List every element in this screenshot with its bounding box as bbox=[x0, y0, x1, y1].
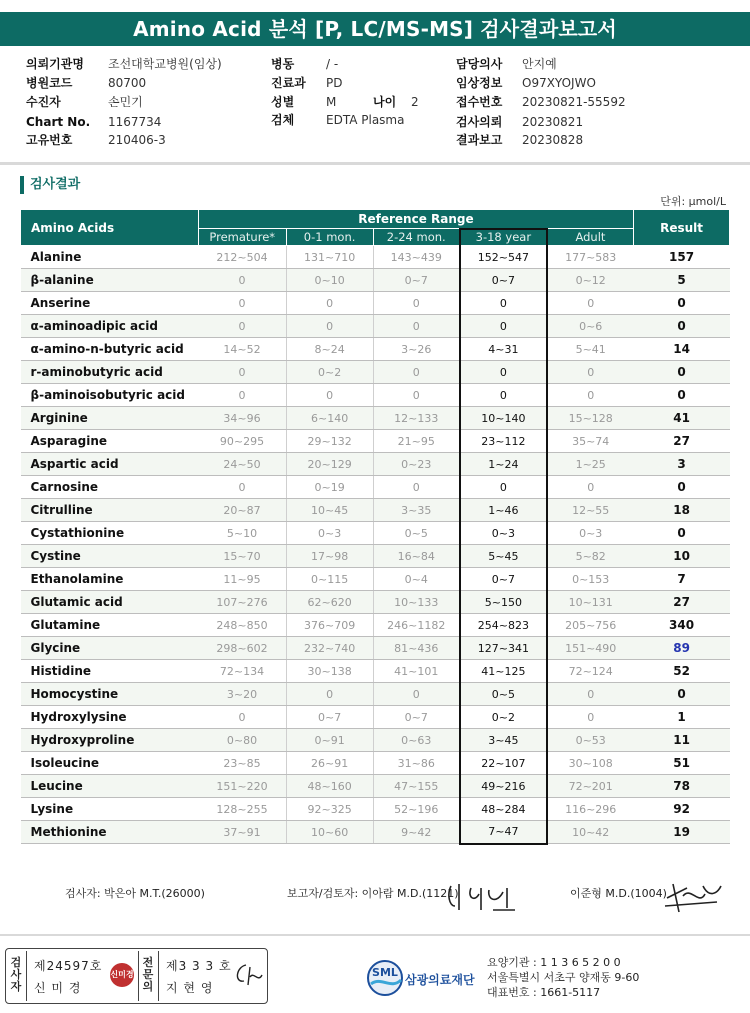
tester-license-no: 제24597호 bbox=[34, 959, 103, 973]
reference-range-cell: 72~134 bbox=[198, 660, 286, 683]
amino-acid-name: Cystine bbox=[21, 545, 199, 568]
amino-acid-name: Ethanolamine bbox=[21, 568, 199, 591]
reference-range-cell: 0 bbox=[373, 292, 460, 315]
table-row bbox=[21, 269, 730, 292]
results-body bbox=[21, 246, 730, 844]
reference-range-cell: 31~86 bbox=[373, 752, 460, 775]
patient-info bbox=[26, 55, 726, 153]
reference-range-cell: 30~108 bbox=[547, 752, 634, 775]
reference-range-cell: 0~115 bbox=[286, 568, 373, 591]
table-row bbox=[21, 453, 730, 476]
header-3-18-year: 3-18 year bbox=[460, 229, 547, 246]
result-value: 19 bbox=[634, 821, 730, 844]
reference-range-cell: 41~125 bbox=[460, 660, 547, 683]
divider bbox=[0, 162, 750, 165]
reference-range-cell: 10~60 bbox=[286, 821, 373, 844]
reference-range-cell: 0 bbox=[286, 292, 373, 315]
result-value: 5 bbox=[634, 269, 730, 292]
reference-range-cell: 23~85 bbox=[198, 752, 286, 775]
reference-range-cell: 1~24 bbox=[460, 453, 547, 476]
result-value: 0 bbox=[634, 522, 730, 545]
info-value: / - bbox=[326, 57, 339, 71]
table-row bbox=[21, 522, 730, 545]
result-value: 89 bbox=[634, 637, 730, 660]
reference-range-cell: 0~63 bbox=[373, 729, 460, 752]
amino-acid-name: Hydroxyproline bbox=[21, 729, 199, 752]
reference-range-cell: 127~341 bbox=[460, 637, 547, 660]
reference-range-cell: 376~709 bbox=[286, 614, 373, 637]
reporter-signature-icon bbox=[445, 880, 525, 916]
reference-range-cell: 0~4 bbox=[373, 568, 460, 591]
table-row bbox=[21, 430, 730, 453]
result-value: 7 bbox=[634, 568, 730, 591]
reference-range-cell: 0 bbox=[460, 384, 547, 407]
amino-acid-name: Homocystine bbox=[21, 683, 199, 706]
reference-range-cell: 0~3 bbox=[460, 522, 547, 545]
reference-range-cell: 11~95 bbox=[198, 568, 286, 591]
section-title: 검사결과 bbox=[20, 176, 80, 194]
amino-acid-name: Alanine bbox=[21, 246, 199, 269]
result-value: 51 bbox=[634, 752, 730, 775]
reference-range-cell: 0~3 bbox=[547, 522, 634, 545]
reference-range-cell: 14~52 bbox=[198, 338, 286, 361]
reference-range-cell: 0 bbox=[198, 361, 286, 384]
reference-range-cell: 5~150 bbox=[460, 591, 547, 614]
info-value: 80700 bbox=[108, 76, 147, 90]
reference-range-cell: 248~850 bbox=[198, 614, 286, 637]
info-label: 진료과 bbox=[271, 76, 306, 90]
reference-range-cell: 10~42 bbox=[547, 821, 634, 844]
reviewer-name: 이준형 M.D.(1004) bbox=[570, 887, 667, 900]
reference-range-cell: 107~276 bbox=[198, 591, 286, 614]
reference-range-cell: 0~23 bbox=[373, 453, 460, 476]
reference-range-cell: 131~710 bbox=[286, 246, 373, 269]
result-value: 0 bbox=[634, 292, 730, 315]
tester-license-name: 신 미 경 bbox=[34, 981, 82, 995]
reference-range-cell: 1~25 bbox=[547, 453, 634, 476]
reference-range-cell: 5~45 bbox=[460, 545, 547, 568]
reference-range-cell: 0~10 bbox=[286, 269, 373, 292]
reference-range-cell: 0~2 bbox=[286, 361, 373, 384]
table-row bbox=[21, 775, 730, 798]
reference-range-cell: 0 bbox=[547, 683, 634, 706]
reference-range-cell: 0 bbox=[460, 292, 547, 315]
info-label: 임상정보 bbox=[456, 76, 503, 90]
amino-acid-name: Glycine bbox=[21, 637, 199, 660]
header-amino-acids: Amino Acids bbox=[21, 210, 199, 246]
table-row bbox=[21, 407, 730, 430]
tester-seal-icon: 신미경 bbox=[110, 963, 134, 987]
reference-range-cell: 3~20 bbox=[198, 683, 286, 706]
reference-range-cell: 143~439 bbox=[373, 246, 460, 269]
reference-range-cell: 24~50 bbox=[198, 453, 286, 476]
tester-name: 검사자: 박은아 M.T.(26000) bbox=[65, 887, 205, 900]
reference-range-cell: 0~53 bbox=[547, 729, 634, 752]
reference-range-cell: 4~31 bbox=[460, 338, 547, 361]
header-adult: Adult bbox=[547, 229, 634, 246]
reference-range-cell: 16~84 bbox=[373, 545, 460, 568]
reference-range-cell: 12~133 bbox=[373, 407, 460, 430]
header-premature: Premature* bbox=[198, 229, 286, 246]
divider bbox=[138, 951, 139, 1001]
result-value: 0 bbox=[634, 476, 730, 499]
org-name: 삼광의료재단 bbox=[405, 973, 475, 987]
reference-range-cell: 41~101 bbox=[373, 660, 460, 683]
table-row bbox=[21, 821, 730, 844]
result-value: 18 bbox=[634, 499, 730, 522]
reference-range-cell: 0~7 bbox=[286, 706, 373, 729]
label-tester: 검사자 bbox=[10, 956, 22, 993]
amino-acid-name: Arginine bbox=[21, 407, 199, 430]
reference-range-cell: 5~82 bbox=[547, 545, 634, 568]
reference-range-cell: 151~220 bbox=[198, 775, 286, 798]
amino-acid-name: β-aminoisobutyric acid bbox=[21, 384, 199, 407]
result-value: 340 bbox=[634, 614, 730, 637]
info-label-age: 나이 bbox=[373, 95, 397, 109]
certification-box bbox=[5, 948, 268, 1004]
reference-range-cell: 0 bbox=[198, 269, 286, 292]
amino-acid-name: α-aminoadipic acid bbox=[21, 315, 199, 338]
reference-range-cell: 0~91 bbox=[286, 729, 373, 752]
info-label: 검사의뢰 bbox=[456, 115, 503, 129]
divider bbox=[158, 951, 159, 1001]
reference-range-cell: 15~70 bbox=[198, 545, 286, 568]
reference-range-cell: 10~140 bbox=[460, 407, 547, 430]
reference-range-cell: 20~129 bbox=[286, 453, 373, 476]
company-line: 요양기관 : 1 1 3 6 5 2 0 0 bbox=[487, 956, 621, 969]
info-value: 20230821-55592 bbox=[522, 95, 626, 109]
reference-range-cell: 23~112 bbox=[460, 430, 547, 453]
brand-text: SML bbox=[372, 966, 398, 979]
result-value: 10 bbox=[634, 545, 730, 568]
table-row bbox=[21, 637, 730, 660]
reference-range-cell: 116~296 bbox=[547, 798, 634, 821]
result-value: 0 bbox=[634, 315, 730, 338]
amino-acid-name: Methionine bbox=[21, 821, 199, 844]
reference-range-cell: 15~128 bbox=[547, 407, 634, 430]
reference-range-cell: 5~41 bbox=[547, 338, 634, 361]
info-label: 담당의사 bbox=[456, 57, 503, 71]
reference-range-cell: 205~756 bbox=[547, 614, 634, 637]
reference-range-cell: 0 bbox=[547, 361, 634, 384]
amino-acid-name: Lysine bbox=[21, 798, 199, 821]
divider bbox=[0, 934, 750, 936]
reference-range-cell: 72~201 bbox=[547, 775, 634, 798]
company-info bbox=[487, 955, 639, 1000]
table-row bbox=[21, 798, 730, 821]
amino-acid-name: Glutamic acid bbox=[21, 591, 199, 614]
table-row bbox=[21, 246, 730, 269]
reference-range-cell: 1~46 bbox=[460, 499, 547, 522]
reference-range-cell: 7~47 bbox=[460, 821, 547, 844]
reference-range-cell: 20~87 bbox=[198, 499, 286, 522]
divider bbox=[26, 951, 27, 1001]
reference-range-cell: 0 bbox=[286, 315, 373, 338]
reference-range-cell: 34~96 bbox=[198, 407, 286, 430]
reference-range-cell: 0~2 bbox=[460, 706, 547, 729]
reference-range-cell: 298~602 bbox=[198, 637, 286, 660]
reference-range-cell: 0 bbox=[373, 315, 460, 338]
info-label: 접수번호 bbox=[456, 95, 503, 109]
reference-range-cell: 9~42 bbox=[373, 821, 460, 844]
reference-range-cell: 90~295 bbox=[198, 430, 286, 453]
reference-range-cell: 17~98 bbox=[286, 545, 373, 568]
info-label: Chart No. bbox=[26, 115, 91, 129]
results-table bbox=[20, 209, 730, 845]
reference-range-cell: 0 bbox=[547, 706, 634, 729]
reference-range-cell: 0 bbox=[198, 476, 286, 499]
reference-range-cell: 5~10 bbox=[198, 522, 286, 545]
info-label: 고유번호 bbox=[26, 133, 73, 147]
reference-range-cell: 0~3 bbox=[286, 522, 373, 545]
reference-range-cell: 48~284 bbox=[460, 798, 547, 821]
result-value: 92 bbox=[634, 798, 730, 821]
specialist-license-no: 제3 3 3 호 bbox=[166, 959, 232, 973]
info-value: 1167734 bbox=[108, 115, 162, 129]
reference-range-cell: 128~255 bbox=[198, 798, 286, 821]
result-value: 78 bbox=[634, 775, 730, 798]
reference-range-cell: 0 bbox=[198, 315, 286, 338]
info-value: 20230821 bbox=[522, 115, 584, 129]
reference-range-cell: 0~19 bbox=[286, 476, 373, 499]
info-label: 병원코드 bbox=[26, 76, 73, 90]
reference-range-cell: 0~7 bbox=[460, 269, 547, 292]
reference-range-cell: 3~26 bbox=[373, 338, 460, 361]
result-value: 11 bbox=[634, 729, 730, 752]
table-row bbox=[21, 683, 730, 706]
reference-range-cell: 12~55 bbox=[547, 499, 634, 522]
info-value: M bbox=[326, 95, 337, 109]
amino-acid-name: Citrulline bbox=[21, 499, 199, 522]
result-value: 3 bbox=[634, 453, 730, 476]
reference-range-cell: 3~45 bbox=[460, 729, 547, 752]
reference-range-cell: 212~504 bbox=[198, 246, 286, 269]
info-label: 검체 bbox=[271, 113, 295, 127]
reference-range-cell: 52~196 bbox=[373, 798, 460, 821]
reference-range-cell: 232~740 bbox=[286, 637, 373, 660]
amino-acid-name: Isoleucine bbox=[21, 752, 199, 775]
reference-range-cell: 29~132 bbox=[286, 430, 373, 453]
result-value: 0 bbox=[634, 683, 730, 706]
reference-range-cell: 8~24 bbox=[286, 338, 373, 361]
info-label: 의뢰기관명 bbox=[26, 57, 84, 71]
table-row bbox=[21, 338, 730, 361]
reference-range-cell: 246~1182 bbox=[373, 614, 460, 637]
amino-acid-name: Anserine bbox=[21, 292, 199, 315]
info-label: 병동 bbox=[271, 57, 295, 71]
info-value: 안지예 bbox=[522, 57, 557, 71]
reference-range-cell: 6~140 bbox=[286, 407, 373, 430]
info-value-age: 2 bbox=[411, 95, 419, 109]
table-row bbox=[21, 568, 730, 591]
reference-range-cell: 26~91 bbox=[286, 752, 373, 775]
table-row bbox=[21, 545, 730, 568]
result-value: 27 bbox=[634, 430, 730, 453]
result-value: 157 bbox=[634, 246, 730, 269]
table-row bbox=[21, 384, 730, 407]
table-row bbox=[21, 729, 730, 752]
reference-range-cell: 0 bbox=[373, 683, 460, 706]
reference-range-cell: 0~7 bbox=[373, 706, 460, 729]
reference-range-cell: 49~216 bbox=[460, 775, 547, 798]
unit-label: 단위: µmol/L bbox=[660, 195, 726, 208]
table-row bbox=[21, 315, 730, 338]
info-label: 성별 bbox=[271, 95, 295, 109]
company-line: 서울특별시 서초구 양재동 9-60 bbox=[487, 971, 640, 984]
reference-range-cell: 35~74 bbox=[547, 430, 634, 453]
amino-acid-name: Glutamine bbox=[21, 614, 199, 637]
reference-range-cell: 21~95 bbox=[373, 430, 460, 453]
label-specialist: 전문의 bbox=[142, 956, 154, 993]
result-value: 52 bbox=[634, 660, 730, 683]
reference-range-cell: 152~547 bbox=[460, 246, 547, 269]
table-row bbox=[21, 476, 730, 499]
reference-range-cell: 0 bbox=[286, 683, 373, 706]
reference-range-cell: 48~160 bbox=[286, 775, 373, 798]
reference-range-cell: 0 bbox=[373, 476, 460, 499]
reference-range-cell: 254~823 bbox=[460, 614, 547, 637]
header-0-1-mon: 0-1 mon. bbox=[286, 229, 373, 246]
reference-range-cell: 0 bbox=[460, 315, 547, 338]
amino-acid-name: r-aminobutyric acid bbox=[21, 361, 199, 384]
amino-acid-name: Histidine bbox=[21, 660, 199, 683]
result-value: 1 bbox=[634, 706, 730, 729]
header-result: Result bbox=[634, 210, 730, 246]
reference-range-cell: 151~490 bbox=[547, 637, 634, 660]
reference-range-cell: 0 bbox=[547, 384, 634, 407]
reference-range-cell: 10~131 bbox=[547, 591, 634, 614]
reference-range-cell: 47~155 bbox=[373, 775, 460, 798]
reporter-name: 보고자/검토자: 이아람 M.D.(1121) bbox=[287, 887, 459, 900]
amino-acid-name: Cystathionine bbox=[21, 522, 199, 545]
table-row bbox=[21, 752, 730, 775]
reference-range-cell: 0 bbox=[198, 706, 286, 729]
reference-range-cell: 0 bbox=[198, 292, 286, 315]
reference-range-cell: 0 bbox=[373, 361, 460, 384]
reference-range-cell: 10~45 bbox=[286, 499, 373, 522]
info-label: 결과보고 bbox=[456, 133, 503, 147]
table-row bbox=[21, 292, 730, 315]
reviewer-signature-icon bbox=[663, 876, 725, 916]
reference-range-cell: 37~91 bbox=[198, 821, 286, 844]
amino-acid-name: Carnosine bbox=[21, 476, 199, 499]
table-row bbox=[21, 361, 730, 384]
reference-range-cell: 0~12 bbox=[547, 269, 634, 292]
reference-range-cell: 72~124 bbox=[547, 660, 634, 683]
table-row bbox=[21, 499, 730, 522]
amino-acid-name: β-alanine bbox=[21, 269, 199, 292]
result-value: 0 bbox=[634, 384, 730, 407]
reference-range-cell: 0~5 bbox=[373, 522, 460, 545]
reference-range-cell: 0 bbox=[547, 292, 634, 315]
reference-range-cell: 3~35 bbox=[373, 499, 460, 522]
header-reference-range: Reference Range bbox=[198, 210, 633, 229]
result-value: 41 bbox=[634, 407, 730, 430]
table-row bbox=[21, 706, 730, 729]
reference-range-cell: 177~583 bbox=[547, 246, 634, 269]
header-2-24-mon: 2-24 mon. bbox=[373, 229, 460, 246]
reference-range-cell: 0 bbox=[460, 361, 547, 384]
info-value: EDTA Plasma bbox=[326, 113, 405, 127]
reference-range-cell: 30~138 bbox=[286, 660, 373, 683]
report-title: Amino Acid 분석 [P, LC/MS-MS] 검사결과보고서 bbox=[0, 12, 750, 46]
info-value: PD bbox=[326, 76, 343, 90]
amino-acid-name: Leucine bbox=[21, 775, 199, 798]
reference-range-cell: 0 bbox=[547, 476, 634, 499]
result-value: 14 bbox=[634, 338, 730, 361]
reference-range-cell: 0 bbox=[198, 384, 286, 407]
table-row bbox=[21, 660, 730, 683]
info-label: 수진자 bbox=[26, 95, 61, 109]
reference-range-cell: 0 bbox=[460, 476, 547, 499]
reference-range-cell: 0 bbox=[373, 384, 460, 407]
specialist-signature-icon bbox=[232, 961, 264, 989]
amino-acid-name: Asparagine bbox=[21, 430, 199, 453]
amino-acid-name: Hydroxylysine bbox=[21, 706, 199, 729]
reference-range-cell: 0~7 bbox=[373, 269, 460, 292]
reference-range-cell: 10~133 bbox=[373, 591, 460, 614]
info-value: 210406-3 bbox=[108, 133, 166, 147]
company-line: 대표번호 : 1661-5117 bbox=[487, 986, 601, 999]
info-value: 조선대학교병원(임상) bbox=[108, 57, 222, 71]
reference-range-cell: 0~5 bbox=[460, 683, 547, 706]
specialist-license-name: 지 현 영 bbox=[166, 981, 214, 995]
amino-acid-name: Aspartic acid bbox=[21, 453, 199, 476]
table-row bbox=[21, 591, 730, 614]
info-value: O97XYOJWO bbox=[522, 76, 596, 90]
reference-range-cell: 81~436 bbox=[373, 637, 460, 660]
reference-range-cell: 0~80 bbox=[198, 729, 286, 752]
reference-range-cell: 0~6 bbox=[547, 315, 634, 338]
reference-range-cell: 92~325 bbox=[286, 798, 373, 821]
reference-range-cell: 62~620 bbox=[286, 591, 373, 614]
amino-acid-name: α-amino-n-butyric acid bbox=[21, 338, 199, 361]
reference-range-cell: 22~107 bbox=[460, 752, 547, 775]
info-value: 20230828 bbox=[522, 133, 584, 147]
table-row bbox=[21, 614, 730, 637]
reference-range-cell: 0~7 bbox=[460, 568, 547, 591]
info-value: 손민기 bbox=[108, 95, 143, 109]
result-value: 0 bbox=[634, 361, 730, 384]
reference-range-cell: 0 bbox=[286, 384, 373, 407]
result-value: 27 bbox=[634, 591, 730, 614]
reference-range-cell: 0~153 bbox=[547, 568, 634, 591]
